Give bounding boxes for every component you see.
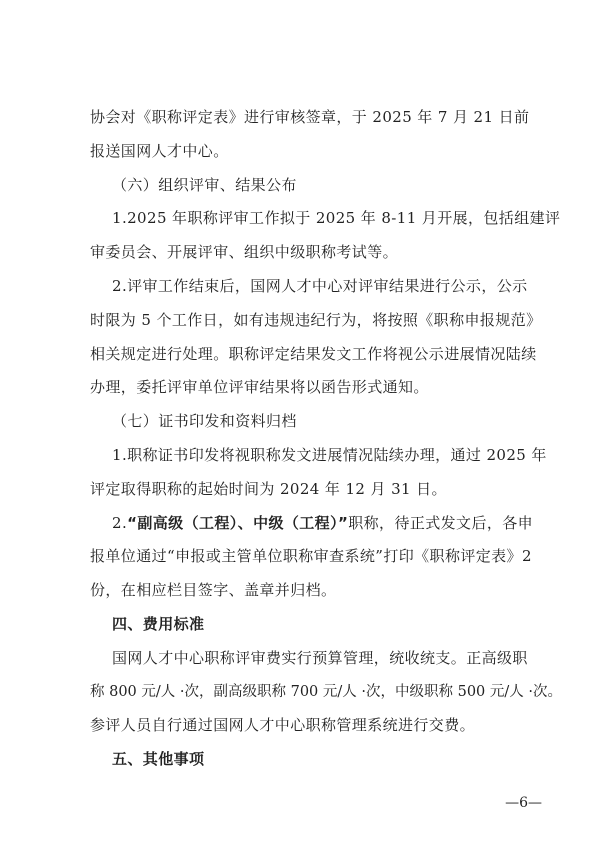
- chapter-heading-fees: 四、费用标准: [112, 615, 205, 633]
- item-text: 职称，待正式发文后，各申: [348, 514, 534, 532]
- paragraph-line: [112, 512, 533, 534]
- paragraph-line: 评定取得职称的起始时间为 2024 年 12 月 31 日。: [90, 480, 447, 498]
- chapter-heading-other: 五、其他事项: [112, 750, 205, 768]
- page-number: —6—: [505, 795, 542, 811]
- paragraph-line: 报单位通过“申报或主管单位职称审查系统”打印《职称评定表》2: [90, 547, 532, 565]
- paragraph-line: 国网人才中心职称评审费实行预算管理，统收统支。正高级职: [112, 649, 528, 667]
- section-heading: （七）证书印发和资料归档: [112, 412, 297, 430]
- section-heading: （六）组织评审、结果公布: [112, 176, 297, 194]
- paragraph-line: 报送国网人才中心。: [90, 142, 229, 160]
- paragraph-line: 份，在相应栏目签字、盖章并归档。: [90, 581, 337, 599]
- paragraph-line: 办理，委托评审单位评审结果将以函告形式通知。: [90, 378, 429, 396]
- paragraph-line: 审委员会、开展评审、组织中级职称考试等。: [90, 243, 399, 261]
- paragraph-line: 协会对《职称评定表》进行审核签章，于 2025 年 7 月 21 日前: [90, 108, 530, 126]
- paragraph-line: 参评人员自行通过国网人才中心职称管理系统进行交费。: [90, 716, 476, 734]
- paragraph-line: 时限为 5 个工作日，如有违规违纪行为，将按照《职称申报规范》: [90, 311, 542, 329]
- paragraph-line: 2.评审工作结束后，国网人才中心对评审结果进行公示，公示: [112, 277, 528, 295]
- bold-emphasis: “副高级（工程）、中级（工程）”: [127, 514, 349, 532]
- paragraph-line: 相关规定进行处理。职称评定结果发文工作将视公示进展情况陆续: [90, 345, 537, 363]
- paragraph-line: 1.2025 年职称评审工作拟于 2025 年 8-11 月开展，包括组建评: [112, 209, 561, 227]
- paragraph-line: 1.职称证书印发将视职称发文进展情况陆续办理，通过 2025 年: [112, 446, 547, 464]
- item-number: 2.: [112, 514, 128, 532]
- paragraph-line: 称 800 元/人 ·次，副高级职称 700 元/人 ·次，中级职称 500 元/人 ·次。: [90, 684, 562, 700]
